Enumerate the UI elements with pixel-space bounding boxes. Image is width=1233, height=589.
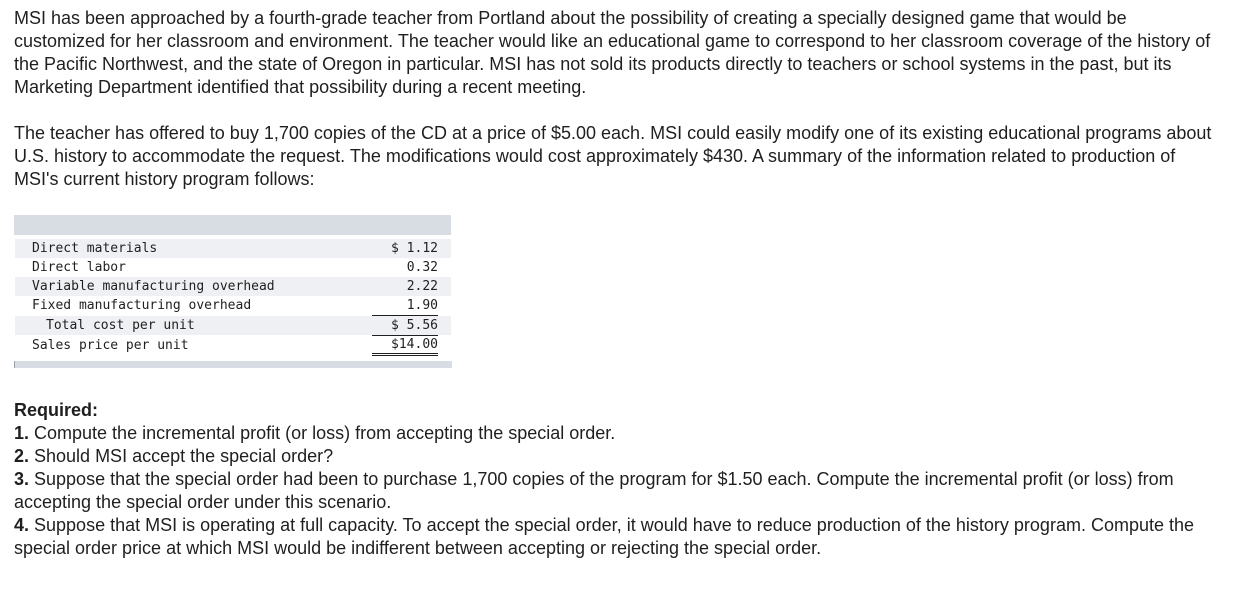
required-item-3 (14, 468, 1214, 514)
table-row-total-cost (15, 316, 451, 335)
item-number: 1. (14, 423, 30, 443)
row-label: Direct materials (32, 241, 158, 256)
item-text: Suppose that the special order had been to purchase 1,700 copies of the program for $1.50 each. Compute the incremental profit (or loss) from accepting the special order under this scenario. (14, 469, 1174, 512)
table-row-fixed-overhead (15, 296, 451, 315)
item-text: Compute the incremental profit (or loss) from accepting the special order. (29, 423, 616, 443)
required-title: Required: (14, 400, 99, 420)
required-item-2 (14, 445, 1214, 468)
intro-paragraph-1: MSI has been approached by a fourth-grade teacher from Portland about the possibility of creating a specially designed game that would be customized for her classroom and environment. The teacher would like an educational game to correspond to her classroom coverage of the history of the Pacific Northwest, and the state of Oregon in particular. MSI has not sold its products directly to teachers or school systems in the past, but its Marketing Department identified that possibility during a recent meeting. (14, 8, 1211, 97)
row-label: Sales price per unit (32, 338, 189, 353)
row-label: Direct labor (32, 260, 126, 275)
row-amount: $ 1.12 (391, 241, 438, 256)
row-amount: 1.90 (372, 296, 438, 316)
item-number: 3. (14, 469, 30, 489)
table-row-sales-price (15, 336, 451, 355)
table-row-variable-overhead (15, 277, 451, 296)
table-row-direct-labor (15, 258, 451, 277)
row-label: Total cost per unit (46, 318, 195, 333)
table-header-bar (14, 215, 451, 235)
table-row-direct-materials (15, 239, 451, 258)
required-item-4 (14, 514, 1214, 560)
item-number: 2. (14, 446, 30, 466)
required-section (14, 399, 1214, 560)
cost-table (14, 215, 451, 368)
row-amount: 0.32 (406, 260, 438, 275)
row-amount: $14.00 (372, 336, 438, 356)
item-text: Should MSI accept the special order? (29, 446, 334, 466)
intro-paragraph-2: The teacher has offered to buy 1,700 copies of the CD at a price of $5.00 each. MSI could easily modify one of its existing educational programs about U.S. history to accommodate the request. The modifications would cost approximately $430. A summary of the information related to production of MSI's current history program follows: (14, 123, 1212, 189)
row-amount: $ 5.56 (372, 316, 438, 336)
table-footer-bar (14, 361, 452, 368)
item-number: 4. (14, 515, 30, 535)
row-amount: 2.22 (406, 279, 438, 294)
required-item-1 (14, 422, 1214, 445)
item-text: Suppose that MSI is operating at full capacity. To accept the special order, it would have to reduce production of the history program. Compute the special order price at which MSI would be indifferent between accepting or rejecting the special order. (14, 515, 1195, 558)
row-label: Variable manufacturing overhead (32, 279, 275, 294)
row-label: Fixed manufacturing overhead (32, 298, 252, 313)
